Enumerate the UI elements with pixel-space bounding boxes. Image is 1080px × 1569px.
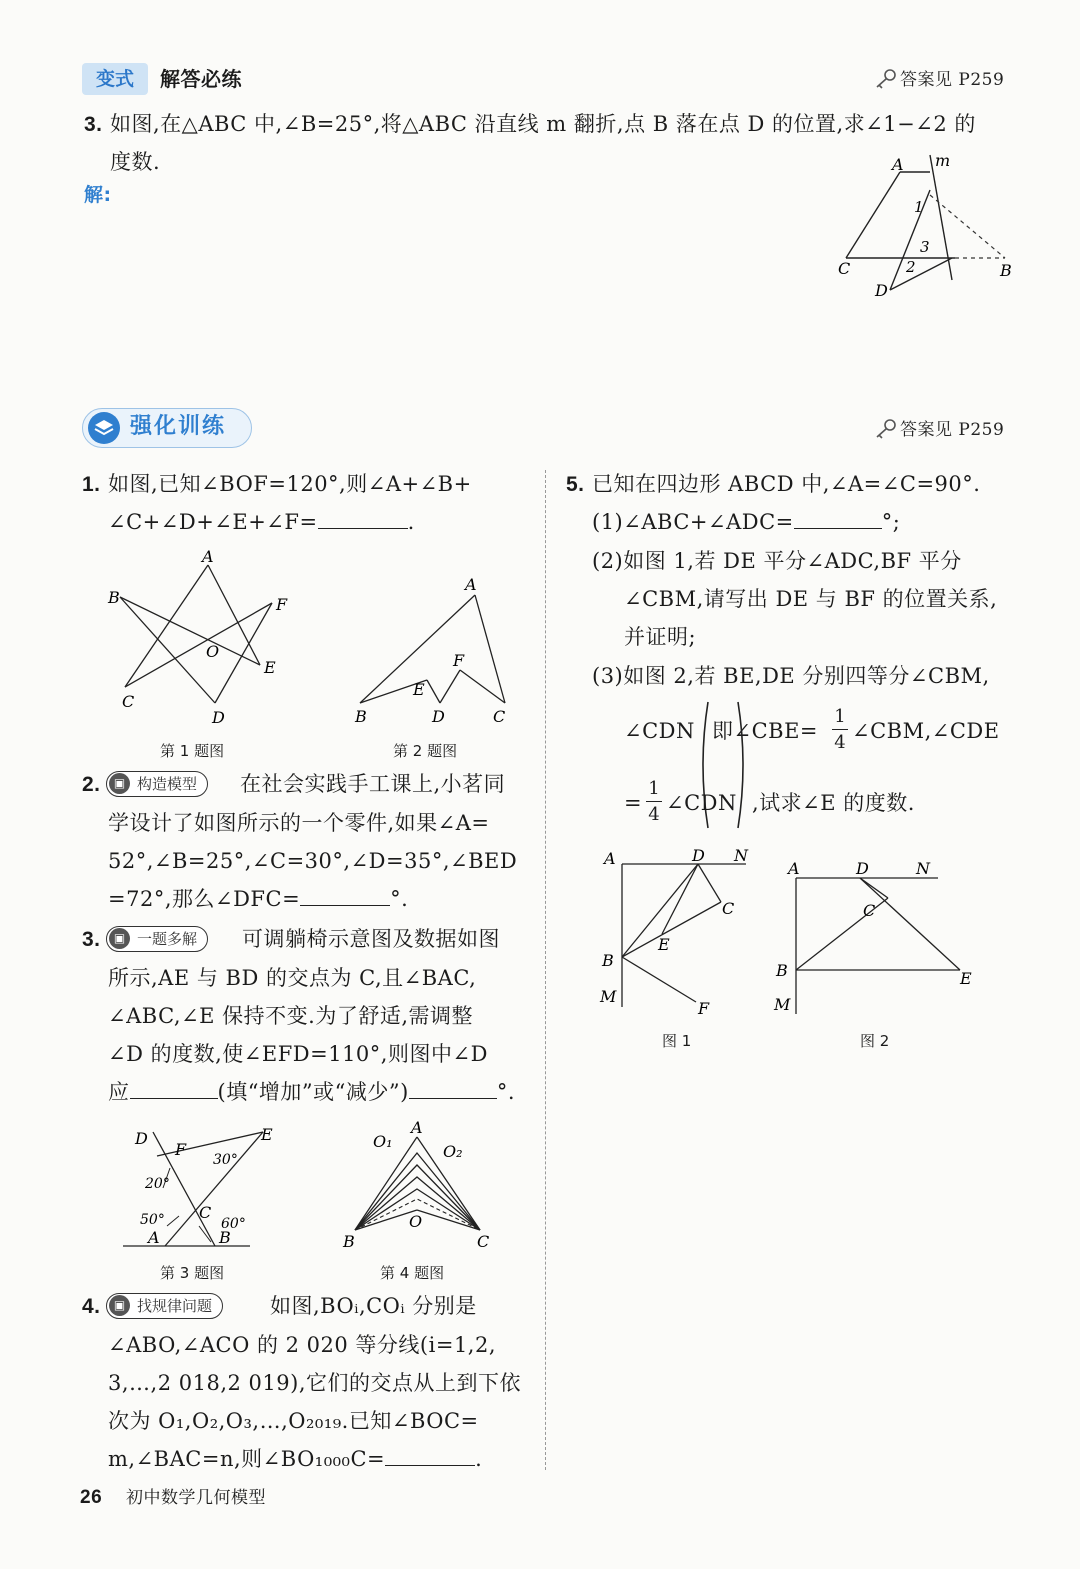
svg-text:O₂: O₂ [443,1142,463,1161]
svg-text:C: C [493,707,506,726]
fig-label: m [935,151,951,170]
key-icon [874,418,898,444]
svg-text:F: F [698,999,710,1018]
svg-text:A: A [465,575,477,594]
solution-label: 解: [84,184,112,206]
question-text: 如图,已知∠BOF=120°,则∠A+∠B+ [108,472,472,496]
pattern-tag: ▣ 找规律问题 [106,1293,223,1319]
svg-text:F: F [175,1140,187,1159]
question-text: ∠CBM,请写出 DE 与 BF 的位置关系, [624,587,998,611]
question-text: 如图,BOᵢ,COᵢ 分别是 [270,1294,477,1318]
svg-text:F: F [276,595,288,614]
svg-text:D: D [432,707,445,726]
svg-text:D: D [212,708,225,727]
book-title: 初中数学几何模型 [126,1488,266,1508]
fig-label: 1 [914,198,924,216]
fig-label: C [838,259,851,278]
question-text: ∠C+∠D+∠E+∠F= . [108,510,415,534]
svg-text:O: O [409,1212,423,1231]
svg-text:A: A [411,1118,423,1137]
cube-icon: ▣ [109,1295,130,1316]
fig-label: A [892,155,904,174]
answer-reference: 答案见 P259 [900,420,1005,440]
svg-text:B: B [776,961,788,980]
question-text: =72°,那么∠DFC= °. [108,887,409,911]
question-number: 5. [566,473,585,496]
question-text: ∠CDN [624,719,695,743]
right-paren [736,700,750,834]
question-number: 4. [82,1295,101,1318]
question-text: 52°,∠B=25°,∠C=30°,∠D=35°,∠BED [108,849,518,873]
question-text: 所示,AE 与 BD 的交点为 C,且∠BAC, [108,966,477,990]
svg-text:A: A [788,859,800,878]
figure-caption: 图 1 [662,1032,692,1050]
fig-label: B [1000,261,1012,280]
question-text: (2)如图 1,若 DE 平分∠ADC,BF 平分 [592,549,962,573]
fig-label: 3 [920,238,930,256]
question-text: ∠ABO,∠ACO 的 2 020 等分线(i=1,2, [108,1333,497,1357]
question-text: (3)如图 2,若 BE,DE 分别四等分∠CBM, [592,664,990,688]
svg-text:B: B [343,1232,355,1251]
answer-blank[interactable] [318,527,408,529]
question-text: 可调躺椅示意图及数据如图 [242,927,500,951]
svg-text:60°: 60° [221,1216,246,1232]
question-text: = [624,791,643,815]
question-text: 已知在四边形 ABCD 中,∠A=∠C=90°. [592,472,981,496]
reclining-chair-figure [115,1118,273,1253]
svg-text:E: E [261,1125,273,1144]
svg-text:B: B [108,588,120,607]
svg-text:50°: 50° [140,1212,165,1228]
page-number: 26 [80,1487,103,1508]
model-tag: ▣ 构造模型 [106,771,208,797]
svg-text:F: F [453,651,465,670]
svg-text:30°: 30° [213,1152,238,1168]
svg-text:D: D [135,1129,148,1148]
question-text: (1)∠ABC+∠ADC= °; [592,510,901,534]
svg-text:C: C [863,901,876,920]
question-text: 学设计了如图所示的一个零件,如果∠A= [108,811,490,835]
question-number: 1. [82,473,101,496]
svg-text:B: B [355,707,367,726]
answer-blank[interactable] [794,527,882,529]
section-title: 强化训练 [130,414,227,439]
svg-text:D: D [692,846,705,865]
variant-tag: 变式 [82,63,148,95]
question-text: ∠CDN [666,791,737,815]
cube-icon: ▣ [109,928,130,949]
svg-text:E: E [658,935,670,954]
svg-text:E: E [413,680,425,699]
question-text: ∠CBM,∠CDE [852,719,1000,743]
svg-text:A: A [202,547,214,566]
method-tag: ▣ 一题多解 [106,926,208,952]
fraction: 1 4 [646,778,662,825]
svg-text:M: M [600,987,617,1006]
svg-text:C: C [477,1232,490,1251]
question-text: 次为 O₁,O₂,O₃,…,O₂₀₁₉.已知∠BOC= [108,1409,479,1433]
question-text: 3,…,2 018,2 019),它们的交点从上到下依 [108,1371,521,1395]
figure-caption: 第 4 题图 [380,1264,445,1282]
svg-text:E: E [960,969,972,988]
quadrilateral-figure-1 [596,842,766,1022]
question-text: ∠ABC,∠E 保持不变.为了舒适,需调整 [108,1004,474,1028]
question-text: 度数. [110,150,161,174]
svg-text:O: O [206,642,220,661]
svg-text:B: B [219,1228,231,1247]
question-number: 3. [84,113,103,136]
answer-blank[interactable] [385,1464,475,1466]
zigzag-figure [345,570,520,730]
svg-text:O₁: O₁ [373,1132,393,1151]
svg-text:B: B [602,951,614,970]
figure-caption: 第 1 题图 [160,742,225,760]
svg-text:C: C [122,692,135,711]
key-icon [874,68,898,94]
star-figure [100,545,300,730]
svg-text:E: E [264,658,276,677]
question-text: m,∠BAC=n,则∠BO₁₀₀₀C= . [108,1447,483,1471]
svg-text:C: C [199,1203,212,1222]
column-divider [545,470,546,1470]
figure-caption: 第 3 题图 [160,1264,225,1282]
fig-label: D [875,281,888,300]
fig-label: 2 [906,258,916,276]
question-text: 如图,在△ABC 中,∠B=25°,将△ABC 沿直线 m 翻折,点 B 落在点 D 的位置,求∠1−∠2 的 [110,112,976,136]
multisection-figure [335,1115,505,1255]
question-text: 在社会实践手工课上,小茗同 [240,772,506,796]
quadrilateral-figure-2 [768,852,988,1022]
section-title: 解答必练 [160,67,242,91]
triangle-fold-figure [830,150,1030,302]
layers-icon [86,411,122,449]
figure-caption: 第 2 题图 [393,742,458,760]
answer-blank[interactable] [300,904,390,906]
svg-text:N: N [916,859,930,878]
question-number: 3. [82,928,101,951]
fraction: 1 4 [832,706,848,753]
answer-blank[interactable] [409,1097,497,1099]
question-number: 2. [82,773,101,796]
answer-blank[interactable] [130,1097,218,1099]
svg-text:N: N [734,846,748,865]
svg-text:A: A [604,849,616,868]
svg-text:20°: 20° [145,1176,170,1192]
svg-text:D: D [856,859,869,878]
question-text: 即∠CBE= [712,719,819,743]
answer-reference: 答案见 P259 [900,70,1005,90]
cube-icon: ▣ [109,773,130,794]
question-text: ,试求∠E 的度数. [752,791,915,815]
svg-text:C: C [722,899,735,918]
question-text: 并证明; [624,625,697,649]
question-text: ∠D 的度数,使∠EFD=110°,则图中∠D [108,1042,488,1066]
svg-text:A: A [148,1228,160,1247]
svg-text:M: M [774,995,791,1014]
figure-caption: 图 2 [860,1032,890,1050]
question-text: 应 (填“增加”或“减少”) °. [108,1080,516,1104]
